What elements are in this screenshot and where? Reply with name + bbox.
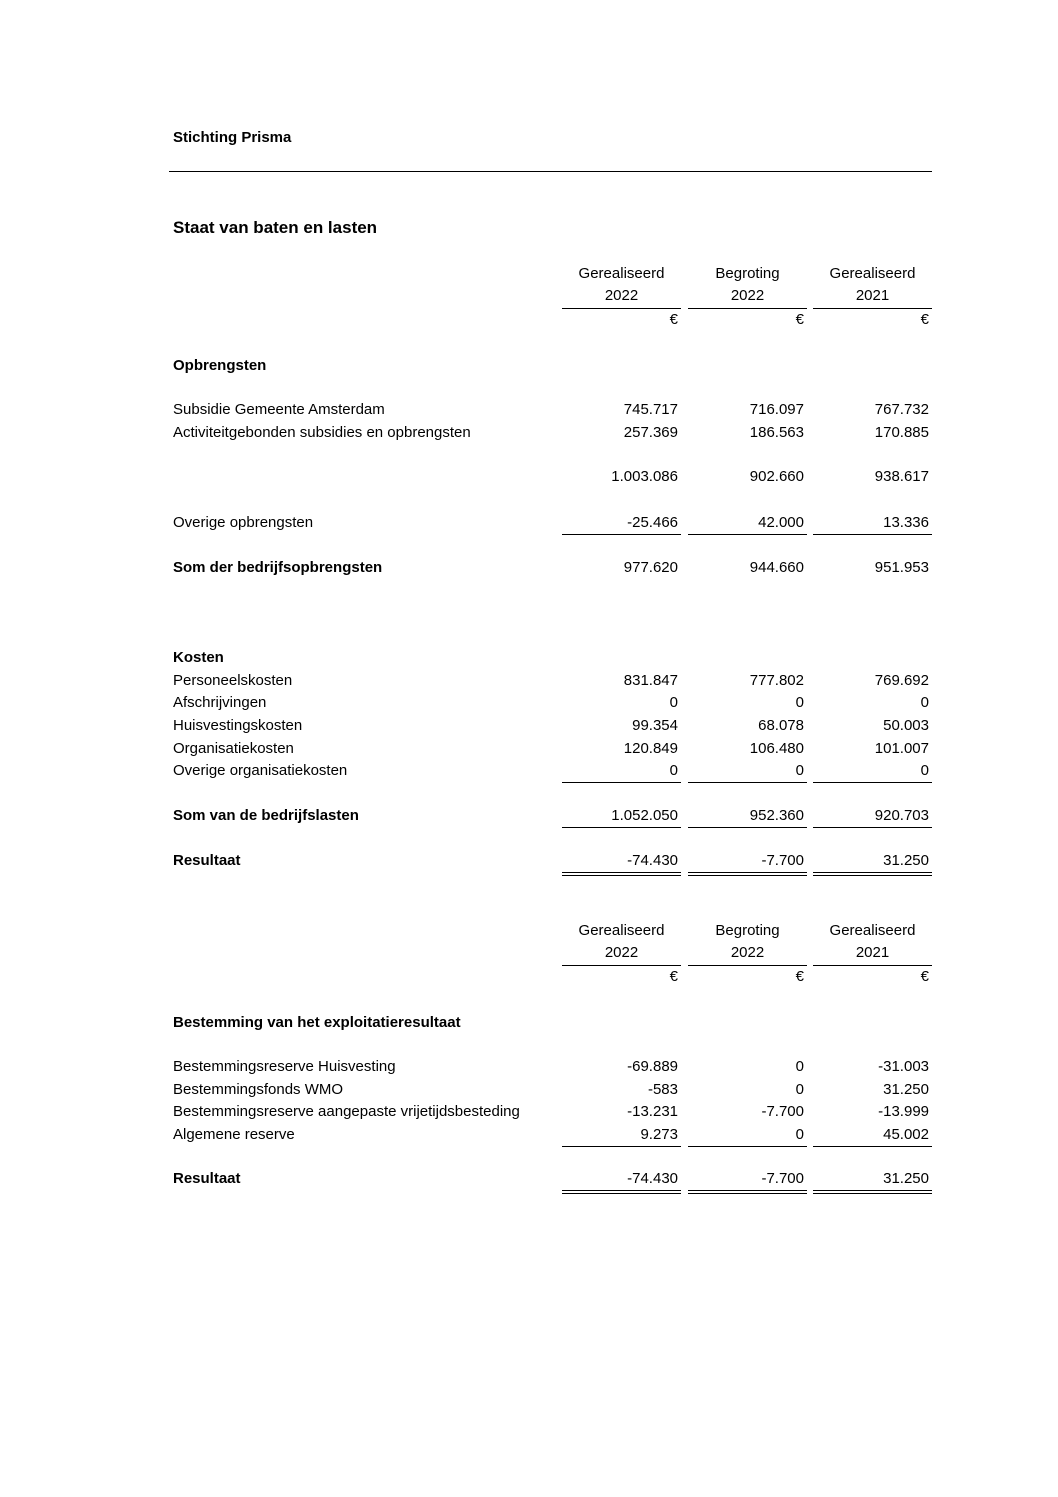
row-label: Bestemmingsreserve aangepaste vrijetijdsbesteding [173, 1103, 520, 1120]
column-header-rule [813, 308, 932, 309]
row-value: -31.003 [878, 1058, 929, 1075]
column-header-rule [813, 965, 932, 966]
total-value: 977.620 [623, 559, 678, 576]
row-value: 257.369 [623, 424, 678, 441]
double-rule [562, 1190, 681, 1191]
row-value: -25.466 [627, 514, 678, 531]
header-divider [169, 171, 932, 172]
row-label: Huisvestingskosten [173, 717, 303, 734]
row-label: Overige opbrengsten [173, 514, 314, 531]
column-header-1-line1: Gerealiseerd [578, 922, 665, 939]
column-header-1-line1: Gerealiseerd [578, 265, 665, 282]
row-value: 99.354 [632, 717, 678, 734]
total-value: 1.052.050 [611, 807, 678, 824]
row-value: 50.003 [883, 717, 929, 734]
currency-symbol: € [920, 311, 929, 328]
row-value: 0 [795, 1081, 804, 1098]
row-value: 716.097 [749, 401, 804, 418]
row-value: 0 [795, 1126, 804, 1143]
row-value: 777.802 [749, 672, 804, 689]
double-rule [688, 1190, 807, 1191]
row-value: 0 [795, 694, 804, 711]
result-label: Resultaat [173, 852, 241, 869]
row-value: 13.336 [883, 514, 929, 531]
column-header-3 [813, 920, 932, 964]
row-value: 45.002 [883, 1126, 929, 1143]
total-value: 951.953 [874, 559, 929, 576]
column-header-2-line2: 2022 [730, 944, 765, 961]
row-value: 769.692 [874, 672, 929, 689]
row-value: 0 [795, 1058, 804, 1075]
total-label: Som van de bedrijfslasten [173, 807, 359, 824]
subtotal-value: 1.003.086 [611, 468, 678, 485]
row-value: 106.480 [749, 740, 804, 757]
row-value: 745.717 [623, 401, 678, 418]
row-value: 68.078 [758, 717, 804, 734]
result-value: -7.700 [761, 852, 804, 869]
sum-rule [562, 827, 681, 828]
sum-rule [688, 534, 807, 535]
double-rule [688, 872, 807, 873]
column-header-3-line2: 2021 [855, 944, 890, 961]
row-label: Overige organisatiekosten [173, 762, 348, 779]
row-value: 0 [920, 694, 929, 711]
result-value: -74.430 [627, 852, 678, 869]
sum-rule [813, 782, 932, 783]
sum-rule [562, 782, 681, 783]
result-value: 31.250 [883, 852, 929, 869]
column-header-3 [813, 263, 932, 307]
currency-symbol: € [669, 968, 678, 985]
sum-rule [688, 827, 807, 828]
column-header-2 [688, 263, 807, 307]
currency-symbol: € [795, 968, 804, 985]
total-value: 944.660 [749, 559, 804, 576]
row-value: 31.250 [883, 1081, 929, 1098]
double-rule [813, 1190, 932, 1191]
result-value: -74.430 [627, 1170, 678, 1187]
total-value: 952.360 [749, 807, 804, 824]
row-value: 0 [920, 762, 929, 779]
row-value: -69.889 [627, 1058, 678, 1075]
total-value: 920.703 [874, 807, 929, 824]
row-value: 831.847 [623, 672, 678, 689]
row-label: Personeelskosten [173, 672, 293, 689]
sum-rule [813, 534, 932, 535]
result-value: -7.700 [761, 1170, 804, 1187]
row-label: Subsidie Gemeente Amsterdam [173, 401, 385, 418]
row-value: 767.732 [874, 401, 929, 418]
row-label: Organisatiekosten [173, 740, 294, 757]
column-header-1-line2: 2022 [604, 944, 639, 961]
column-header-rule [562, 308, 681, 309]
sum-rule [813, 827, 932, 828]
row-value: 0 [795, 762, 804, 779]
column-header-rule [562, 965, 681, 966]
row-label: Activiteitgebonden subsidies en opbrengsten [173, 424, 471, 441]
row-value: 170.885 [874, 424, 929, 441]
double-rule [562, 872, 681, 873]
row-label: Afschrijvingen [173, 694, 267, 711]
sum-rule [562, 534, 681, 535]
column-header-3-line1: Gerealiseerd [829, 265, 916, 282]
column-header-2-line1: Begroting [715, 922, 780, 939]
page-title: Staat van baten en lasten [173, 218, 378, 237]
organization-name: Stichting Prisma [173, 129, 292, 146]
row-label: Bestemmingsreserve Huisvesting [173, 1058, 396, 1075]
total-label: Som der bedrijfsopbrengsten [173, 559, 383, 576]
row-value: 0 [669, 694, 678, 711]
column-header-2 [688, 920, 807, 964]
section-heading-bestemming: Bestemming van het exploitatieresultaat [173, 1014, 461, 1031]
column-header-3-line1: Gerealiseerd [829, 922, 916, 939]
row-value: 9.273 [640, 1126, 678, 1143]
row-label: Bestemmingsfonds WMO [173, 1081, 344, 1098]
currency-symbol: € [920, 968, 929, 985]
column-header-1 [562, 263, 681, 307]
column-header-3-line2: 2021 [855, 287, 890, 304]
column-header-1 [562, 920, 681, 964]
section-heading-opbrengsten: Opbrengsten [173, 357, 267, 374]
column-header-rule [688, 308, 807, 309]
row-value: -583 [647, 1081, 678, 1098]
column-header-rule [688, 965, 807, 966]
row-value: -7.700 [761, 1103, 804, 1120]
row-value: -13.231 [627, 1103, 678, 1120]
column-header-2-line2: 2022 [730, 287, 765, 304]
row-value: 42.000 [758, 514, 804, 531]
sum-rule [688, 1146, 807, 1147]
row-value: -13.999 [878, 1103, 929, 1120]
column-header-2-line1: Begroting [715, 265, 780, 282]
result-value: 31.250 [883, 1170, 929, 1187]
sum-rule [813, 1146, 932, 1147]
section-heading-kosten: Kosten [173, 649, 224, 666]
subtotal-value: 902.660 [749, 468, 804, 485]
subtotal-value: 938.617 [874, 468, 929, 485]
currency-symbol: € [669, 311, 678, 328]
column-header-1-line2: 2022 [604, 287, 639, 304]
double-rule [813, 872, 932, 873]
row-value: 0 [669, 762, 678, 779]
result-label: Resultaat [173, 1170, 241, 1187]
currency-symbol: € [795, 311, 804, 328]
row-value: 120.849 [623, 740, 678, 757]
sum-rule [688, 782, 807, 783]
row-label: Algemene reserve [173, 1126, 295, 1143]
sum-rule [562, 1146, 681, 1147]
row-value: 101.007 [874, 740, 929, 757]
row-value: 186.563 [749, 424, 804, 441]
